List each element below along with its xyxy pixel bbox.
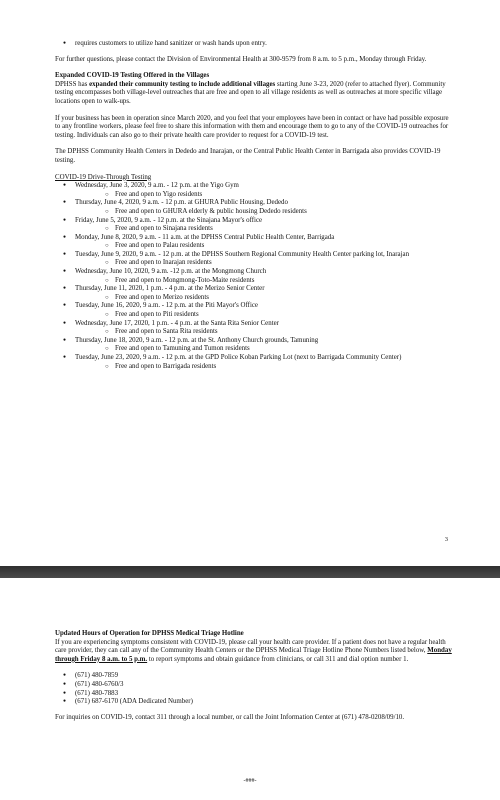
schedule-event: Wednesday, June 3, 2020, 9 a.m. - 12 p.m. at the Yigo Gym — [75, 182, 239, 190]
schedule-eligibility-list — [75, 191, 455, 200]
schedule-eligibility: ○ Free and open to Santa Rita residents — [75, 328, 455, 337]
sanitizer-bullet-list — [55, 40, 455, 49]
schedule-eligibility: ○ Free and open to Piti residents — [75, 311, 455, 320]
schedule-eligibility-list — [75, 294, 455, 303]
schedule-item — [55, 251, 455, 268]
phone-number: ● (671) 687-6170 (ADA Dedicated Number) — [55, 698, 455, 707]
schedule-event: Monday, June 8, 2020, 9 a.m. - 11 a.m. at the DPHSS Central Public Health Center, Barrigada — [75, 233, 335, 241]
testing-paragraph-2: If your business has been in operation since March 2020, and you feel that your employees have been in contact or have had possible exposure to any frontline workers, please feel free to share this information with them and encourage them to go to any of the COVID-19 outreaches for testing. Individuals can also go to their private health care provider to request for a COVID-19 test. — [55, 114, 449, 139]
schedule-eligibility: ○ Free and open to Sinajana residents — [75, 225, 455, 234]
testing-section-heading: Expanded COVID-19 Testing Offered in the Villages — [55, 72, 210, 80]
schedule-item — [55, 182, 455, 199]
phone-number: ● (671) 480-6760/3 — [55, 681, 455, 690]
schedule-item — [55, 268, 455, 285]
schedule-item — [55, 320, 455, 337]
testing-paragraph-1: DPHSS has expanded their community testing to include additional villages starting June 3-23, 2020 (refer to attached flyer). Community testing encompasses both village-level outreaches that are free and open to all village residents as well as outreaches at more specific village locations open to walk-ups. — [55, 80, 446, 105]
schedule-event: Tuesday, June 23, 2020, 9 a.m. - 12 p.m. at the GPD Police Koban Parking Lot (next to Barrigada Community Center) — [75, 354, 402, 361]
schedule-eligibility: ○ Free and open to Mongmong-Toto-Maite residents — [75, 277, 455, 286]
schedule-eligibility: ○ Free and open to Barrigada residents — [75, 363, 455, 372]
schedule-event: Tuesday, June 16, 2020, 9 a.m. - 12 p.m. at the Piti Mayor's Office — [75, 302, 258, 310]
page-number: 3 — [444, 536, 448, 543]
schedule-event: Wednesday, June 10, 2020, 9 a.m. -12 p.m. at the Mongmong Church — [75, 268, 267, 276]
schedule-eligibility: ○ Free and open to Palau residents — [75, 242, 455, 251]
schedule-item — [55, 302, 455, 319]
schedule-eligibility-list — [75, 345, 455, 354]
schedule-eligibility: ○ Free and open to Tamuning and Tumon residents — [75, 345, 455, 354]
schedule-eligibility: ○ Free and open to Inarajan residents — [75, 259, 455, 268]
schedule-event: Friday, June 5, 2020, 9 a.m. - 12 p.m. at the Sinajana Mayor's office — [75, 216, 263, 224]
triage-paragraph: If you are experiencing symptoms consistent with COVID-19, please call your health care provider. If a patient does not have a regular health care provider, they can call any of the Community Health Centers or the DPHSS Medical Triage Hotline Phone Numbers listed below, Monday through Friday 8 a.m. to 5 p.m. to report symptoms and obtain guidance from clinicians, or call 311 and dial option number 1. — [55, 638, 452, 663]
schedule-item — [55, 199, 455, 216]
phone-number: ● (671) 480-7859 — [55, 672, 455, 681]
schedule-eligibility: ○ Free and open to Yigo residents — [75, 191, 455, 200]
triage-hotline-heading: Updated Hours of Operation for DPHSS Medical Triage Hotline — [55, 630, 244, 637]
page-2-content — [55, 630, 455, 730]
schedule-eligibility-list — [75, 363, 455, 372]
hotline-hours-emphasis: Monday through Friday 8 a.m. to 5 p.m. — [55, 647, 452, 663]
schedule-eligibility-list — [75, 311, 455, 320]
schedule-eligibility: ○ Free and open to Merizo residents — [75, 294, 455, 303]
schedule-eligibility-list — [75, 242, 455, 251]
schedule-event: Thursday, June 4, 2020, 9 a.m. - 12 p.m. at GHURA Public Housing, Dededo — [75, 199, 288, 207]
schedule-item — [55, 337, 455, 354]
schedule-eligibility-list — [75, 225, 455, 234]
schedule-event: Thursday, June 18, 2020, 9 a.m. - 12 p.m. at the St. Anthony Church grounds, Tamuning — [75, 336, 319, 344]
drive-through-heading: COVID-19 Drive-Through Testing — [55, 173, 152, 181]
schedule-eligibility-list — [75, 208, 455, 217]
end-marker: -###- — [243, 778, 257, 784]
schedule-item — [55, 285, 455, 302]
schedule-eligibility-list — [75, 328, 455, 337]
schedule-item — [55, 354, 455, 371]
schedule-event: Wednesday, June 17, 2020, 1 p.m. - 4 p.m. at the Santa Rita Senior Center — [75, 319, 279, 327]
testing-paragraph-3: The DPHSS Community Health Centers in Dededo and Inarajan, or the Central Public Health Center in Barrigada also provides COVID-19 testing. — [55, 148, 441, 164]
hotline-phone-list — [55, 672, 455, 706]
schedule-event: Tuesday, June 9, 2020, 9 a.m. - 12 p.m. at the DPHSS Southern Regional Community Health Center parking lot, Inarajan — [75, 250, 410, 258]
schedule-eligibility: ○ Free and open to GHURA elderly & public housing Dededo residents — [75, 208, 455, 217]
jic-inquiry-paragraph: For inquiries on COVID-19, contact 311 through a local number, or call the Joint Information Center at (671) 478-0208/09/10. — [55, 713, 405, 721]
schedule-event: Thursday, June 11, 2020, 1 p.m. - 4 p.m. at the Merizo Senior Center — [75, 285, 265, 293]
schedule-item — [55, 234, 455, 251]
expanded-testing-emphasis: expanded their community testing to include additional villages — [89, 80, 276, 88]
document-page-2 — [0, 578, 500, 800]
list-item: ● requires customers to utilize hand sanitizer or wash hands upon entry. — [55, 40, 455, 49]
schedule-eligibility-list — [75, 259, 455, 268]
environmental-health-contact: For further questions, please contact the Division of Environmental Health at 300-9579 from 8 a.m. to 5 p.m., Monday through Friday. — [55, 55, 427, 63]
schedule-item — [55, 217, 455, 234]
page-1-content — [55, 40, 455, 378]
phone-number: ● (671) 480-7883 — [55, 690, 455, 699]
schedule-eligibility-list — [75, 277, 455, 286]
drive-through-schedule — [55, 182, 455, 371]
page-separator — [0, 566, 500, 578]
